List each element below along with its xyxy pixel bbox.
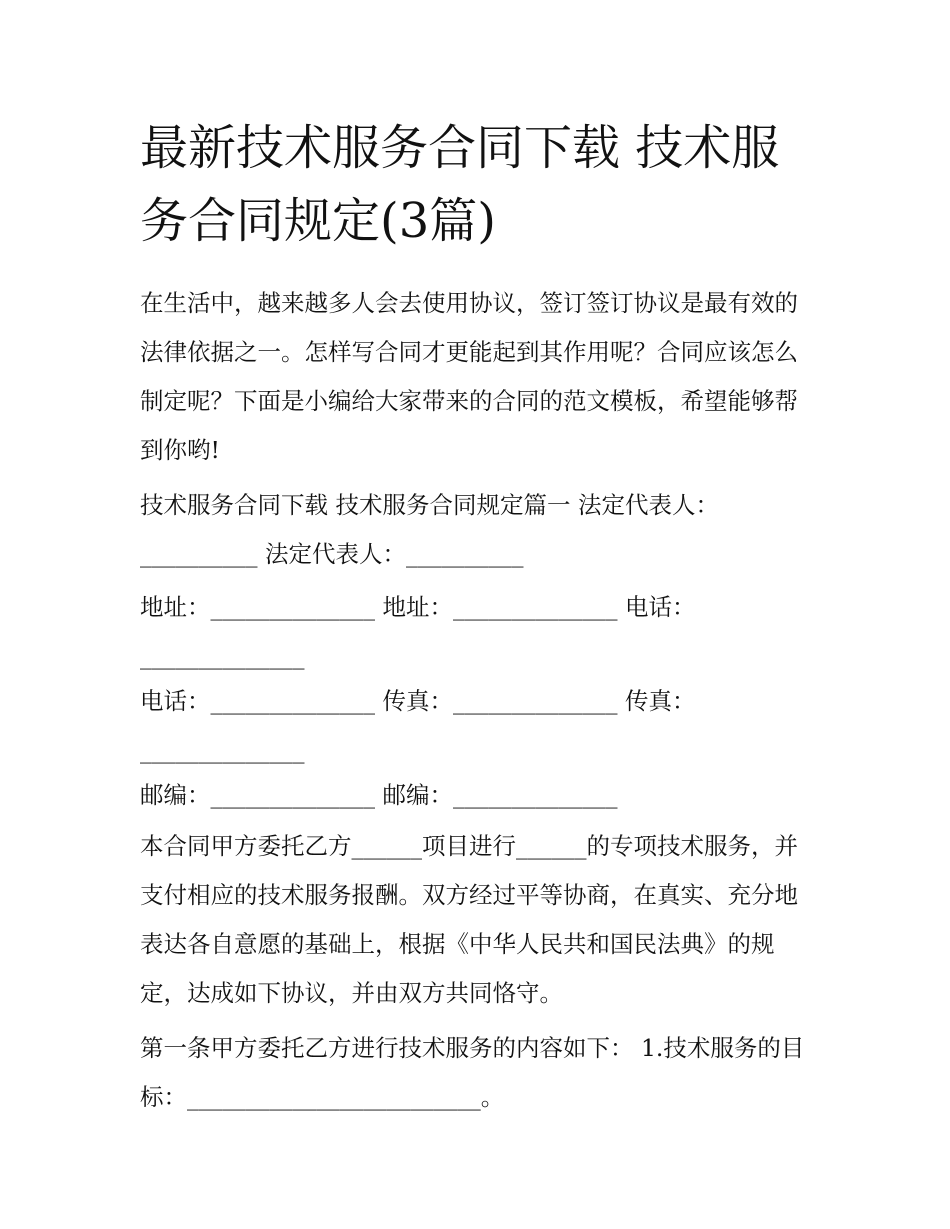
address-line: 地址：______________ 地址：______________ 电话：______________: [140, 593, 696, 670]
phone-fax-line: 电话：______________ 传真：______________ 传真：______________: [140, 687, 696, 764]
article-one-paragraph: 第一条甲方委托乙方进行技术服务的内容如下： 1.技术服务的目标：_________________________。: [140, 1034, 805, 1111]
contract-purpose-paragraph: 本合同甲方委托乙方______项目进行______的专项技术服务，并支付相应的技术服务报酬。双方经过平等协商，在真实、充分地表达各自意愿的基础上，根据《中华人民共和国民法典》的规定，达成如下协议，并由双方共同恪守。: [140, 832, 798, 1007]
party-representative-line: 技术服务合同下载 技术服务合同规定篇一 法定代表人：__________ 法定代表人：__________: [140, 491, 719, 568]
postcode-line: 邮编：______________ 邮编：______________: [140, 781, 618, 809]
intro-paragraph: 在生活中，越来越多人会去使用协议，签订签订协议是最有效的法律依据之一。怎样写合同才更能起到其作用呢？合同应该怎么制定呢？下面是小编给大家带来的合同的范文模板，希望能够帮到你哟!: [140, 289, 798, 464]
document-title: 最新技术服务合同下载 技术服务合同规定(3篇): [140, 120, 780, 249]
